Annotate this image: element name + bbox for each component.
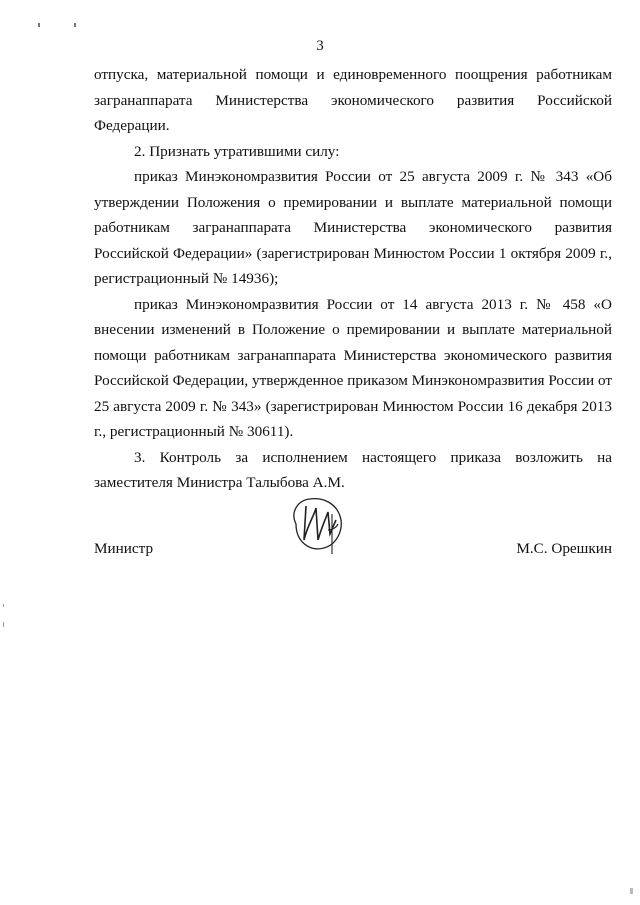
signer-name: М.С. Орешкин	[516, 540, 612, 557]
paragraph-item-3: 3. Контроль за исполнением настоящего приказа возложить на заместителя Министра Талыбова А.М.	[94, 448, 612, 491]
paragraph-continuation: отпуска, материальной помощи и единовременного поощрения работникам загранаппарата Министерства экономического развития Российской Федерации.	[94, 66, 612, 134]
signature-block	[94, 540, 612, 564]
document-body	[94, 62, 612, 496]
signer-position: Министр	[94, 540, 154, 557]
paragraph-repealed-order-458: приказ Минэкономразвития России от 14 августа 2013 г. № 458 «О внесении изменений в Положение о премировании и выплате материальной помощи работникам загранаппарата Министерства экономического развития Российской Федерации, утвержденное приказом Минэкономразвития России от 25 августа 2009 г. № 343» (зарегистрирован Минюстом России 16 декабря 2013 г., регистрационный № 30611).	[94, 295, 612, 440]
page-number: 3	[316, 38, 324, 54]
paragraph-item-2: 2. Признать утратившими силу:	[134, 142, 340, 160]
paragraph-repealed-order-343: приказ Минэкономразвития России от 25 августа 2009 г. № 343 «Об утверждении Положения о премировании и выплате материальной помощи работникам загранаппарата Министерства экономического развития Российской Федерации» (зарегистрирован Минюстом России 1 октября 2009 г., регистрационный № 14936);	[94, 168, 612, 287]
